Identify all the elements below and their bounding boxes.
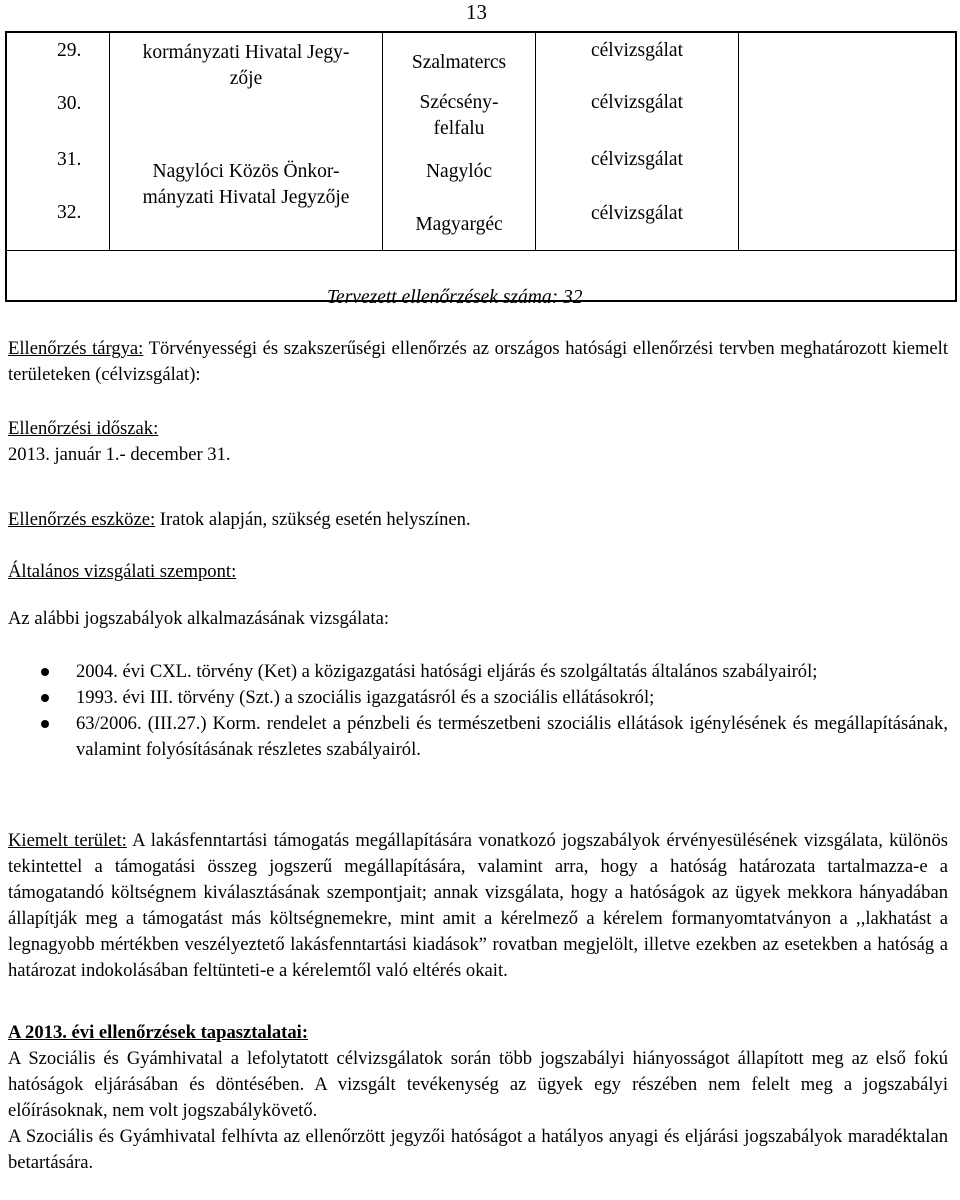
- experience-paragraph: A Szociális és Gyámhivatal a lefolytatott célvizsgálatok során több jogszabályi hiányosságot állapított meg az első fokú hatóságok eljárásában és döntésében. A vizsgált tevékenység az ügyek egy részében nem felelt meg a jogszabályi előírásoknak, nem volt jogszabálykövető.: [8, 1048, 948, 1121]
- subject-label: Ellenőrzés tárgya:: [8, 338, 144, 359]
- subject-paragraph: [8, 336, 948, 388]
- settlement-name: Nagylóc: [425, 161, 493, 182]
- general-intro: Az alábbi jogszabályok alkalmazásának vizsgálata:: [8, 608, 390, 629]
- row-number: 30.: [57, 93, 82, 114]
- period-text: 2013. január 1.- december 31.: [8, 444, 231, 465]
- list-item: 63/2006. (III.27.) Korm. rendelet a pénzbeli és természetbeni szociális ellátások igénylésének és megállapításának, valamint folyósításának részletes szabályairól.: [8, 711, 948, 763]
- planned-count: Tervezett ellenőrzések száma: 32: [327, 287, 583, 308]
- list-item: 1993. évi III. törvény (Szt.) a szociális igazgatásról és a szociális ellátásokról;: [8, 685, 948, 711]
- row-number: 29.: [57, 40, 82, 61]
- inspection-type: célvizsgálat: [590, 149, 684, 170]
- row-number: 31.: [57, 149, 82, 170]
- row-number: 32.: [57, 202, 82, 223]
- general-heading-block: [8, 559, 948, 585]
- period-block: [8, 416, 948, 468]
- focus-paragraph: [8, 828, 948, 984]
- focus-text: A lakásfenntartási támogatás megállapítására vonatkozó jogszabályok érvényesülésének vizsgálata, különös tekintettel a támogatási összeg jogszerű megállapítására, valamint arra, hogy a hatóság határozata tartalmazza-e a támogatandó költségnem kiválasztásának szempontjait; annak vizsgálata, hogy a hatóságok az ügyek mekkora hányadában állapítják meg a támogatást más költségnemekre, mint amit a kérelmező a kérelem formanyomtatványon a ,,lakhatást a legnagyobb mértékben veszélyeztető lakásfenntartási kiadások” rovatban megjelölt, illetve ezekben az esetekben a hatóság a határozat indokolásában feltünteti-e a kérelemtől való eltérés okait.: [8, 830, 949, 981]
- inspection-table: [5, 31, 957, 308]
- page-number: 13: [466, 0, 487, 24]
- experience-block: [8, 1020, 948, 1176]
- experience-heading: A 2013. évi ellenőrzések tapasztalatai:: [8, 1022, 309, 1043]
- office-name: Nagylóci Közös Önkor- mányzati Hivatal Jegyzője: [142, 161, 350, 208]
- period-label: Ellenőrzési időszak:: [8, 418, 159, 439]
- subject-text: Törvényességi és szakszerűségi ellenőrzés az országos hatósági ellenőrzési tervben meghatározott kiemelt területeken (célvizsgálat):: [8, 338, 949, 385]
- settlement-name: Szécsény- felfalu: [419, 92, 499, 139]
- inspection-type: célvizsgálat: [590, 40, 684, 61]
- list-item: 2004. évi CXL. törvény (Ket) a közigazgatási hatósági eljárás és szolgáltatás általános szabályairól;: [8, 659, 948, 685]
- office-name: kormányzati Hivatal Jegy- zője: [142, 42, 350, 89]
- inspection-type: célvizsgálat: [590, 92, 684, 113]
- general-heading: Általános vizsgálati szempont:: [8, 561, 237, 582]
- inspection-type: célvizsgálat: [590, 203, 684, 224]
- experience-paragraph: A Szociális és Gyámhivatal felhívta az ellenőrzött jegyzői hatóságot a hatályos anyagi és eljárási jogszabályok maradéktalan betartására.: [8, 1126, 948, 1173]
- tool-text: Iratok alapján, szükség esetén helyszínen.: [155, 509, 471, 530]
- settlement-name: Magyargéc: [415, 214, 503, 235]
- law-list: [8, 659, 948, 763]
- tool-paragraph: [8, 507, 948, 533]
- focus-label: Kiemelt terület:: [8, 830, 127, 851]
- settlement-name: Szalmatercs: [411, 52, 507, 73]
- tool-label: Ellenőrzés eszköze:: [8, 509, 156, 530]
